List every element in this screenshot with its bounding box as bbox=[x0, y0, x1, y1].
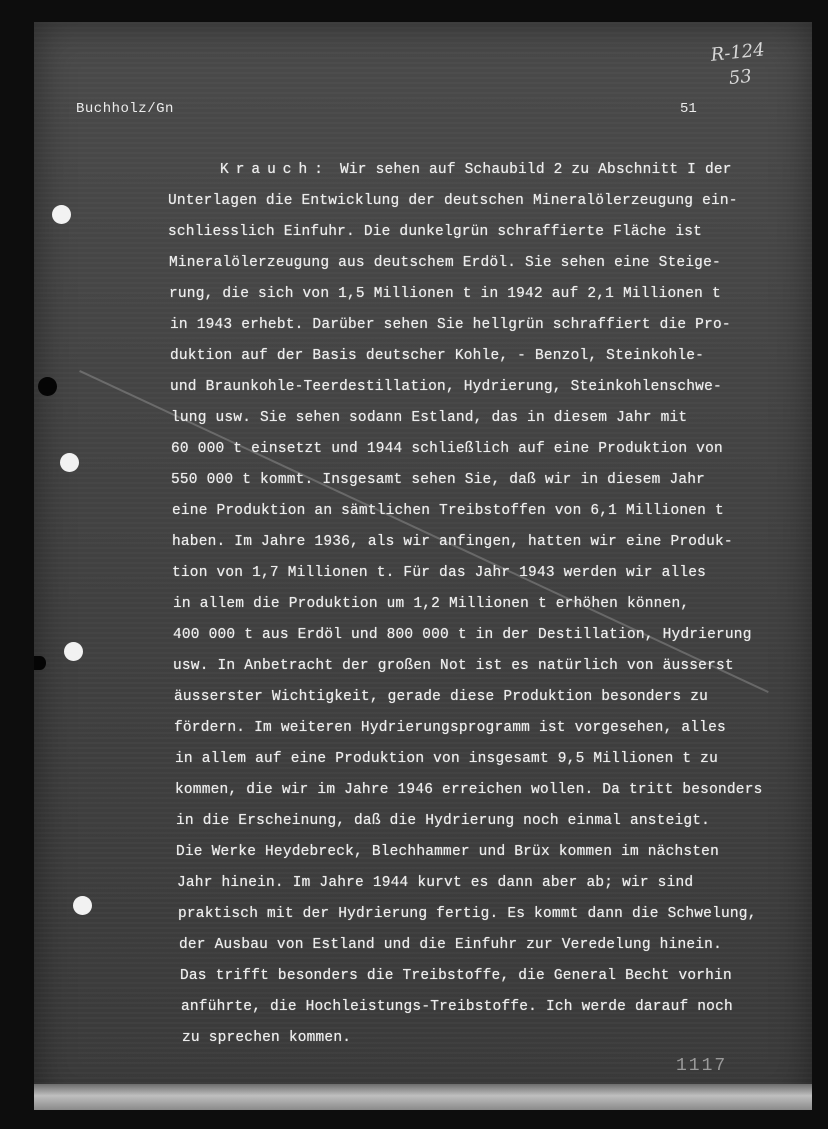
text-line: 60 000 t einsetzt und 1944 schließlich auf eine Produktion von bbox=[171, 441, 723, 457]
punch-hole bbox=[38, 377, 57, 396]
text-line: in allem auf eine Produktion von insgesamt 9,5 Millionen t zu bbox=[175, 751, 718, 767]
page-stamp-number: 1117 bbox=[676, 1056, 728, 1076]
text-line: duktion auf der Basis deutscher Kohle, - Benzol, Steinkohle- bbox=[170, 348, 705, 364]
archive-mark bbox=[710, 37, 769, 92]
text-line: und Braunkohle-Teerdestillation, Hydrierung, Steinkohlenschwe- bbox=[170, 379, 722, 395]
text-line: kommen, die wir im Jahre 1946 erreichen wollen. Da tritt besonders bbox=[175, 782, 763, 798]
text-line: anführte, die Hochleistungs-Treibstoffe. Ich werde darauf noch bbox=[181, 999, 733, 1015]
archive-mark-line: 53 bbox=[727, 65, 753, 90]
text-line: usw. In Anbetracht der großen Not ist es natürlich von äusserst bbox=[173, 658, 734, 674]
text-line: praktisch mit der Hydrierung fertig. Es kommt dann die Schwelung, bbox=[178, 906, 757, 922]
text-line: Mineralölerzeugung aus deutschem Erdöl. Sie sehen eine Steige- bbox=[169, 255, 721, 271]
text-line: fördern. Im weiteren Hydrierungsprogramm ist vorgesehen, alles bbox=[174, 720, 726, 736]
text-line: Jahr hinein. Im Jahre 1944 kurvt es dann aber ab; wir sind bbox=[177, 875, 694, 891]
text-line: eine Produktion an sämtlichen Treibstoffen von 6,1 Millionen t bbox=[172, 503, 724, 519]
text-line: haben. Im Jahre 1936, als wir anfingen, hatten wir eine Produk- bbox=[172, 534, 733, 550]
binding-notch bbox=[34, 656, 46, 670]
text-line: äusserster Wichtigkeit, gerade diese Produktion besonders zu bbox=[174, 689, 709, 705]
punch-hole bbox=[60, 453, 79, 472]
page-edge-strip bbox=[34, 1084, 812, 1110]
text-line: rung, die sich von 1,5 Millionen t in 1942 auf 2,1 Millionen t bbox=[169, 286, 721, 302]
text-line: 400 000 t aus Erdöl und 800 000 t in der Destillation, Hydrierung bbox=[173, 627, 752, 643]
punch-hole bbox=[52, 205, 71, 224]
text-line: schliesslich Einfuhr. Die dunkelgrün schraffierte Fläche ist bbox=[168, 224, 703, 240]
text-line: tion von 1,7 Millionen t. Für das Jahr 1943 werden wir alles bbox=[172, 565, 707, 581]
header-initials: Buchholz/Gn bbox=[76, 101, 174, 117]
text-line: Wir sehen auf Schaubild 2 zu Abschnitt I der bbox=[340, 162, 732, 178]
text-line: lung usw. Sie sehen sodann Estland, das in diesem Jahr mit bbox=[171, 410, 688, 426]
text-line: zu sprechen kommen. bbox=[182, 1030, 352, 1046]
archive-mark-line: R-124 bbox=[709, 39, 766, 66]
text-line: 550 000 t kommt. Insgesamt sehen Sie, daß wir in diesem Jahr bbox=[171, 472, 706, 488]
punch-hole bbox=[64, 642, 83, 661]
text-line: Das trifft besonders die Treibstoffe, die General Becht vorhin bbox=[180, 968, 732, 984]
text-line: in die Erscheinung, daß die Hydrierung noch einmal ansteigt. bbox=[176, 813, 711, 829]
speaker-name: Krauch: bbox=[220, 162, 330, 178]
punch-hole bbox=[73, 896, 92, 915]
text-line: Die Werke Heydebreck, Blechhammer und Brüx kommen im nächsten bbox=[176, 844, 719, 860]
text-line: der Ausbau von Estland und die Einfuhr zur Veredelung hinein. bbox=[179, 937, 722, 953]
text-line: in 1943 erhebt. Darüber sehen Sie hellgrün schraffiert die Pro- bbox=[170, 317, 731, 333]
page-number: 51 bbox=[680, 101, 697, 117]
text-line: Unterlagen die Entwicklung der deutschen Mineralölerzeugung ein- bbox=[168, 193, 738, 209]
text-line: in allem die Produktion um 1,2 Millionen t erhöhen können, bbox=[173, 596, 690, 612]
